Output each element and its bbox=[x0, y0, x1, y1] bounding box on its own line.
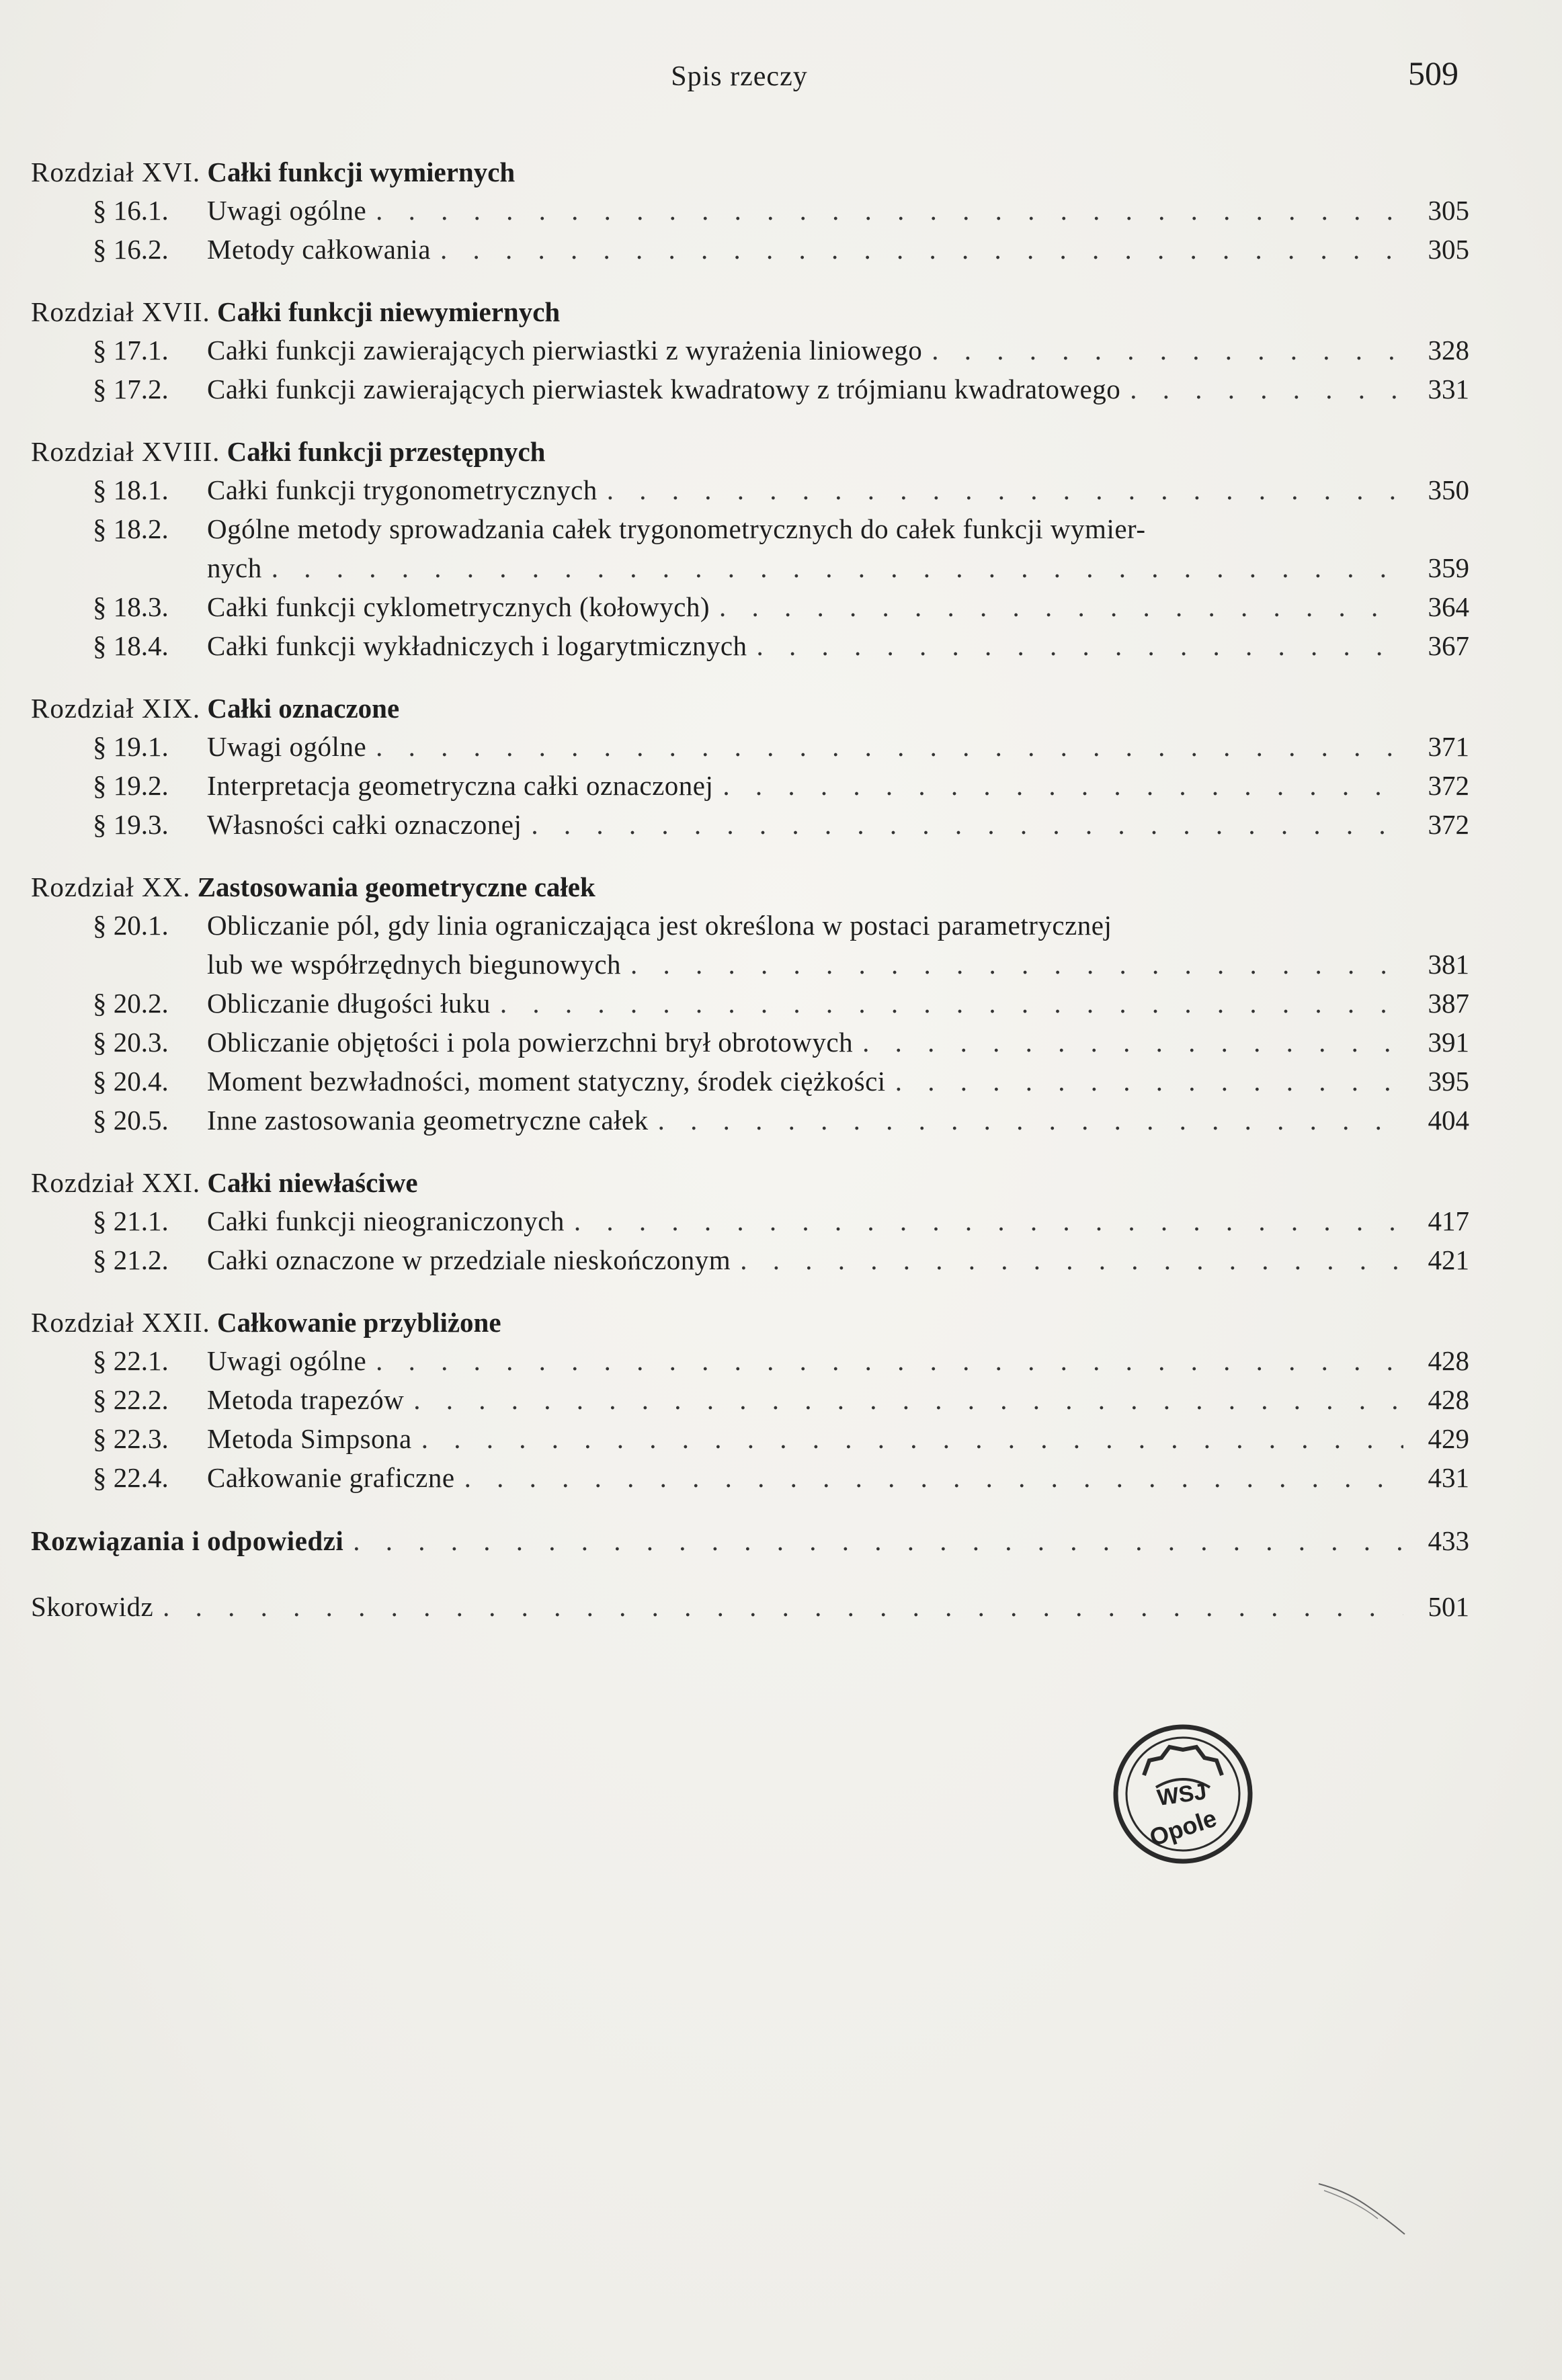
section-number: § 22.2. bbox=[93, 1384, 169, 1415]
toc-entry bbox=[31, 1101, 1469, 1140]
stamp-text-bottom: Opole bbox=[1146, 1803, 1220, 1852]
section-page: 429 bbox=[1428, 1423, 1469, 1454]
dot-leader bbox=[719, 587, 1403, 626]
section-title: Całki funkcji zawierających pierwiastki z wyrażenia liniowego bbox=[207, 335, 923, 366]
chapter-block bbox=[31, 433, 1469, 665]
section-number: § 22.1. bbox=[93, 1345, 169, 1376]
toc-entry bbox=[31, 470, 1469, 509]
toc-entry bbox=[31, 191, 1469, 230]
dot-leader bbox=[862, 1023, 1403, 1062]
back-matter-block bbox=[31, 1521, 1469, 1560]
toc-entry bbox=[31, 1023, 1469, 1062]
chapter-number: Rozdział XXII. bbox=[31, 1307, 210, 1338]
chapter-heading bbox=[31, 1304, 1469, 1341]
section-title: Moment bezwładności, moment statyczny, środek ciężkości bbox=[207, 1066, 886, 1097]
toc-entry bbox=[31, 331, 1469, 370]
library-stamp bbox=[1102, 1713, 1264, 1875]
section-page: 431 bbox=[1428, 1462, 1469, 1493]
table-of-contents bbox=[31, 153, 1469, 1653]
section-page: 350 bbox=[1428, 474, 1469, 505]
toc-entry bbox=[31, 370, 1469, 409]
section-number: § 21.2. bbox=[93, 1244, 169, 1275]
section-number: § 18.1. bbox=[93, 474, 169, 505]
dot-leader bbox=[607, 470, 1403, 509]
section-number: § 20.2. bbox=[93, 988, 169, 1019]
section-title: Całki funkcji trygonometrycznych bbox=[207, 474, 598, 505]
chapter-block bbox=[31, 153, 1469, 269]
section-title: Obliczanie długości łuku bbox=[207, 988, 491, 1019]
dot-leader bbox=[740, 1240, 1403, 1279]
dot-leader bbox=[574, 1201, 1403, 1240]
toc-entry bbox=[31, 509, 1469, 548]
section-title: Całkowanie graficzne bbox=[207, 1462, 455, 1493]
section-number: § 16.1. bbox=[93, 195, 169, 226]
section-page: 331 bbox=[1428, 374, 1469, 405]
section-page: 359 bbox=[1428, 552, 1469, 583]
toc-entry bbox=[31, 1380, 1469, 1419]
section-title: Całki oznaczone w przedziale nieskończonym bbox=[207, 1244, 731, 1275]
section-number: § 19.3. bbox=[93, 809, 169, 840]
back-matter-title: Skorowidz bbox=[31, 1591, 154, 1622]
section-title: Interpretacja geometryczna całki oznaczonej bbox=[207, 770, 714, 801]
toc-entry bbox=[31, 1587, 1469, 1626]
section-number: § 19.1. bbox=[93, 731, 169, 762]
chapter-title: Zastosowania geometryczne całek bbox=[197, 872, 595, 902]
section-number: § 17.2. bbox=[93, 374, 169, 405]
toc-entry bbox=[31, 727, 1469, 766]
section-page: 387 bbox=[1428, 988, 1469, 1019]
toc-entry bbox=[31, 1201, 1469, 1240]
back-matter-title: Rozwiązania i odpowiedzi bbox=[31, 1525, 344, 1556]
section-title: Obliczanie pól, gdy linia ograniczająca jest określona w postaci parametrycznej bbox=[207, 910, 1112, 941]
page-header bbox=[0, 54, 1562, 108]
chapter-title: Całkowanie przybliżone bbox=[217, 1307, 501, 1338]
chapter-title: Całki niewłaściwe bbox=[207, 1167, 418, 1198]
section-number: § 22.3. bbox=[93, 1423, 169, 1454]
back-matter-block bbox=[31, 1587, 1469, 1626]
section-title: Metody całkowania bbox=[207, 234, 431, 265]
section-title: Całki funkcji nieograniczonych bbox=[207, 1205, 565, 1236]
toc-entry bbox=[31, 587, 1469, 626]
chapter-block bbox=[31, 1304, 1469, 1497]
toc-entry bbox=[31, 945, 1469, 984]
toc-entry bbox=[31, 1458, 1469, 1497]
toc-entry bbox=[31, 805, 1469, 844]
chapter-heading bbox=[31, 153, 1469, 191]
section-page: 371 bbox=[1428, 731, 1469, 762]
toc-entry bbox=[31, 1062, 1469, 1101]
section-title: Obliczanie objętości i pola powierzchni brył obrotowych bbox=[207, 1027, 854, 1058]
dot-leader bbox=[658, 1101, 1403, 1140]
chapter-title: Całki funkcji wymiernych bbox=[207, 157, 516, 187]
back-matter-page: 501 bbox=[1428, 1591, 1469, 1622]
section-page: 428 bbox=[1428, 1345, 1469, 1376]
section-number: § 20.1. bbox=[93, 910, 169, 941]
section-number: § 21.1. bbox=[93, 1205, 169, 1236]
chapter-number: Rozdział XVI. bbox=[31, 157, 201, 187]
dot-leader bbox=[630, 945, 1403, 984]
section-page: 305 bbox=[1428, 195, 1469, 226]
toc-entry bbox=[31, 766, 1469, 805]
stamp-text-top: WSJ bbox=[1155, 1779, 1208, 1812]
toc-entry bbox=[31, 626, 1469, 665]
dot-leader bbox=[440, 230, 1403, 269]
toc-entry bbox=[31, 906, 1469, 945]
section-title: Metoda trapezów bbox=[207, 1384, 405, 1415]
section-page: 372 bbox=[1428, 770, 1469, 801]
section-title: Całki funkcji zawierających pierwiastek kwadratowy z trójmianu kwadratowego bbox=[207, 374, 1121, 405]
section-page: 372 bbox=[1428, 809, 1469, 840]
section-title: Ogólne metody sprowadzania całek trygonometrycznych do całek funkcji wymier- bbox=[207, 513, 1146, 544]
section-page: 421 bbox=[1428, 1244, 1469, 1275]
chapter-title: Całki oznaczone bbox=[207, 693, 400, 724]
section-title: Własności całki oznaczonej bbox=[207, 809, 522, 840]
section-page: 428 bbox=[1428, 1384, 1469, 1415]
chapter-number: Rozdział XX. bbox=[31, 872, 191, 902]
chapter-title: Całki funkcji przestępnych bbox=[227, 436, 546, 467]
section-title: Inne zastosowania geometryczne całek bbox=[207, 1105, 649, 1136]
section-page: 364 bbox=[1428, 591, 1469, 622]
dot-leader bbox=[353, 1521, 1403, 1560]
pencil-mark bbox=[1317, 2170, 1418, 2251]
chapter-heading bbox=[31, 1164, 1469, 1201]
dot-leader bbox=[531, 805, 1403, 844]
section-number: § 20.4. bbox=[93, 1066, 169, 1097]
dot-leader bbox=[413, 1380, 1403, 1419]
section-number: § 18.4. bbox=[93, 630, 169, 661]
section-page: 305 bbox=[1428, 234, 1469, 265]
section-title: nych bbox=[207, 552, 262, 583]
chapter-heading bbox=[31, 433, 1469, 470]
dot-leader bbox=[464, 1458, 1403, 1497]
chapter-heading bbox=[31, 293, 1469, 331]
section-title: Metoda Simpsona bbox=[207, 1423, 412, 1454]
chapter-block bbox=[31, 868, 1469, 1140]
chapter-heading bbox=[31, 689, 1469, 727]
section-page: 391 bbox=[1428, 1027, 1469, 1058]
dot-leader bbox=[932, 331, 1403, 370]
dot-leader bbox=[723, 766, 1403, 805]
chapter-number: Rozdział XIX. bbox=[31, 693, 201, 724]
chapter-number: Rozdział XVII. bbox=[31, 296, 210, 327]
toc-entry bbox=[31, 1521, 1469, 1560]
section-number: § 16.2. bbox=[93, 234, 169, 265]
section-title: lub we współrzędnych biegunowych bbox=[207, 949, 622, 980]
section-page: 381 bbox=[1428, 949, 1469, 980]
dot-leader bbox=[421, 1419, 1403, 1458]
section-number: § 20.5. bbox=[93, 1105, 169, 1136]
section-page: 417 bbox=[1428, 1205, 1469, 1236]
toc-entry bbox=[31, 1419, 1469, 1458]
dot-leader bbox=[500, 984, 1403, 1023]
dot-leader bbox=[376, 727, 1403, 766]
section-number: § 17.1. bbox=[93, 335, 169, 366]
section-number: § 18.3. bbox=[93, 591, 169, 622]
section-number: § 20.3. bbox=[93, 1027, 169, 1058]
section-page: 328 bbox=[1428, 335, 1469, 366]
toc-entry bbox=[31, 548, 1469, 587]
chapter-block bbox=[31, 1164, 1469, 1279]
chapter-number: Rozdział XXI. bbox=[31, 1167, 201, 1198]
section-page: 404 bbox=[1428, 1105, 1469, 1136]
toc-entry bbox=[31, 984, 1469, 1023]
dot-leader bbox=[1130, 370, 1403, 409]
section-number: § 19.2. bbox=[93, 770, 169, 801]
chapter-title: Całki funkcji niewymiernych bbox=[217, 296, 561, 327]
back-matter-page: 433 bbox=[1428, 1525, 1469, 1556]
section-title: Uwagi ogólne bbox=[207, 195, 367, 226]
dot-leader bbox=[376, 1341, 1403, 1380]
toc-entry bbox=[31, 230, 1469, 269]
section-page: 367 bbox=[1428, 630, 1469, 661]
running-head: Spis rzeczy bbox=[671, 61, 808, 92]
section-title: Całki funkcji cyklometrycznych (kołowych) bbox=[207, 591, 710, 622]
chapter-number: Rozdział XVIII. bbox=[31, 436, 220, 467]
dot-leader bbox=[163, 1587, 1403, 1626]
chapter-heading bbox=[31, 868, 1469, 906]
section-title: Całki funkcji wykładniczych i logarytmicznych bbox=[207, 630, 747, 661]
section-title: Uwagi ogólne bbox=[207, 731, 367, 762]
dot-leader bbox=[376, 191, 1403, 230]
chapter-block bbox=[31, 293, 1469, 409]
dot-leader bbox=[757, 626, 1403, 665]
section-title: Uwagi ogólne bbox=[207, 1345, 367, 1376]
section-number: § 18.2. bbox=[93, 513, 169, 544]
section-number: § 22.4. bbox=[93, 1462, 169, 1493]
section-page: 395 bbox=[1428, 1066, 1469, 1097]
dot-leader bbox=[272, 548, 1403, 587]
toc-entry bbox=[31, 1240, 1469, 1279]
chapter-block bbox=[31, 689, 1469, 844]
toc-entry bbox=[31, 1341, 1469, 1380]
page-number: 509 bbox=[1408, 54, 1458, 92]
dot-leader bbox=[895, 1062, 1403, 1101]
